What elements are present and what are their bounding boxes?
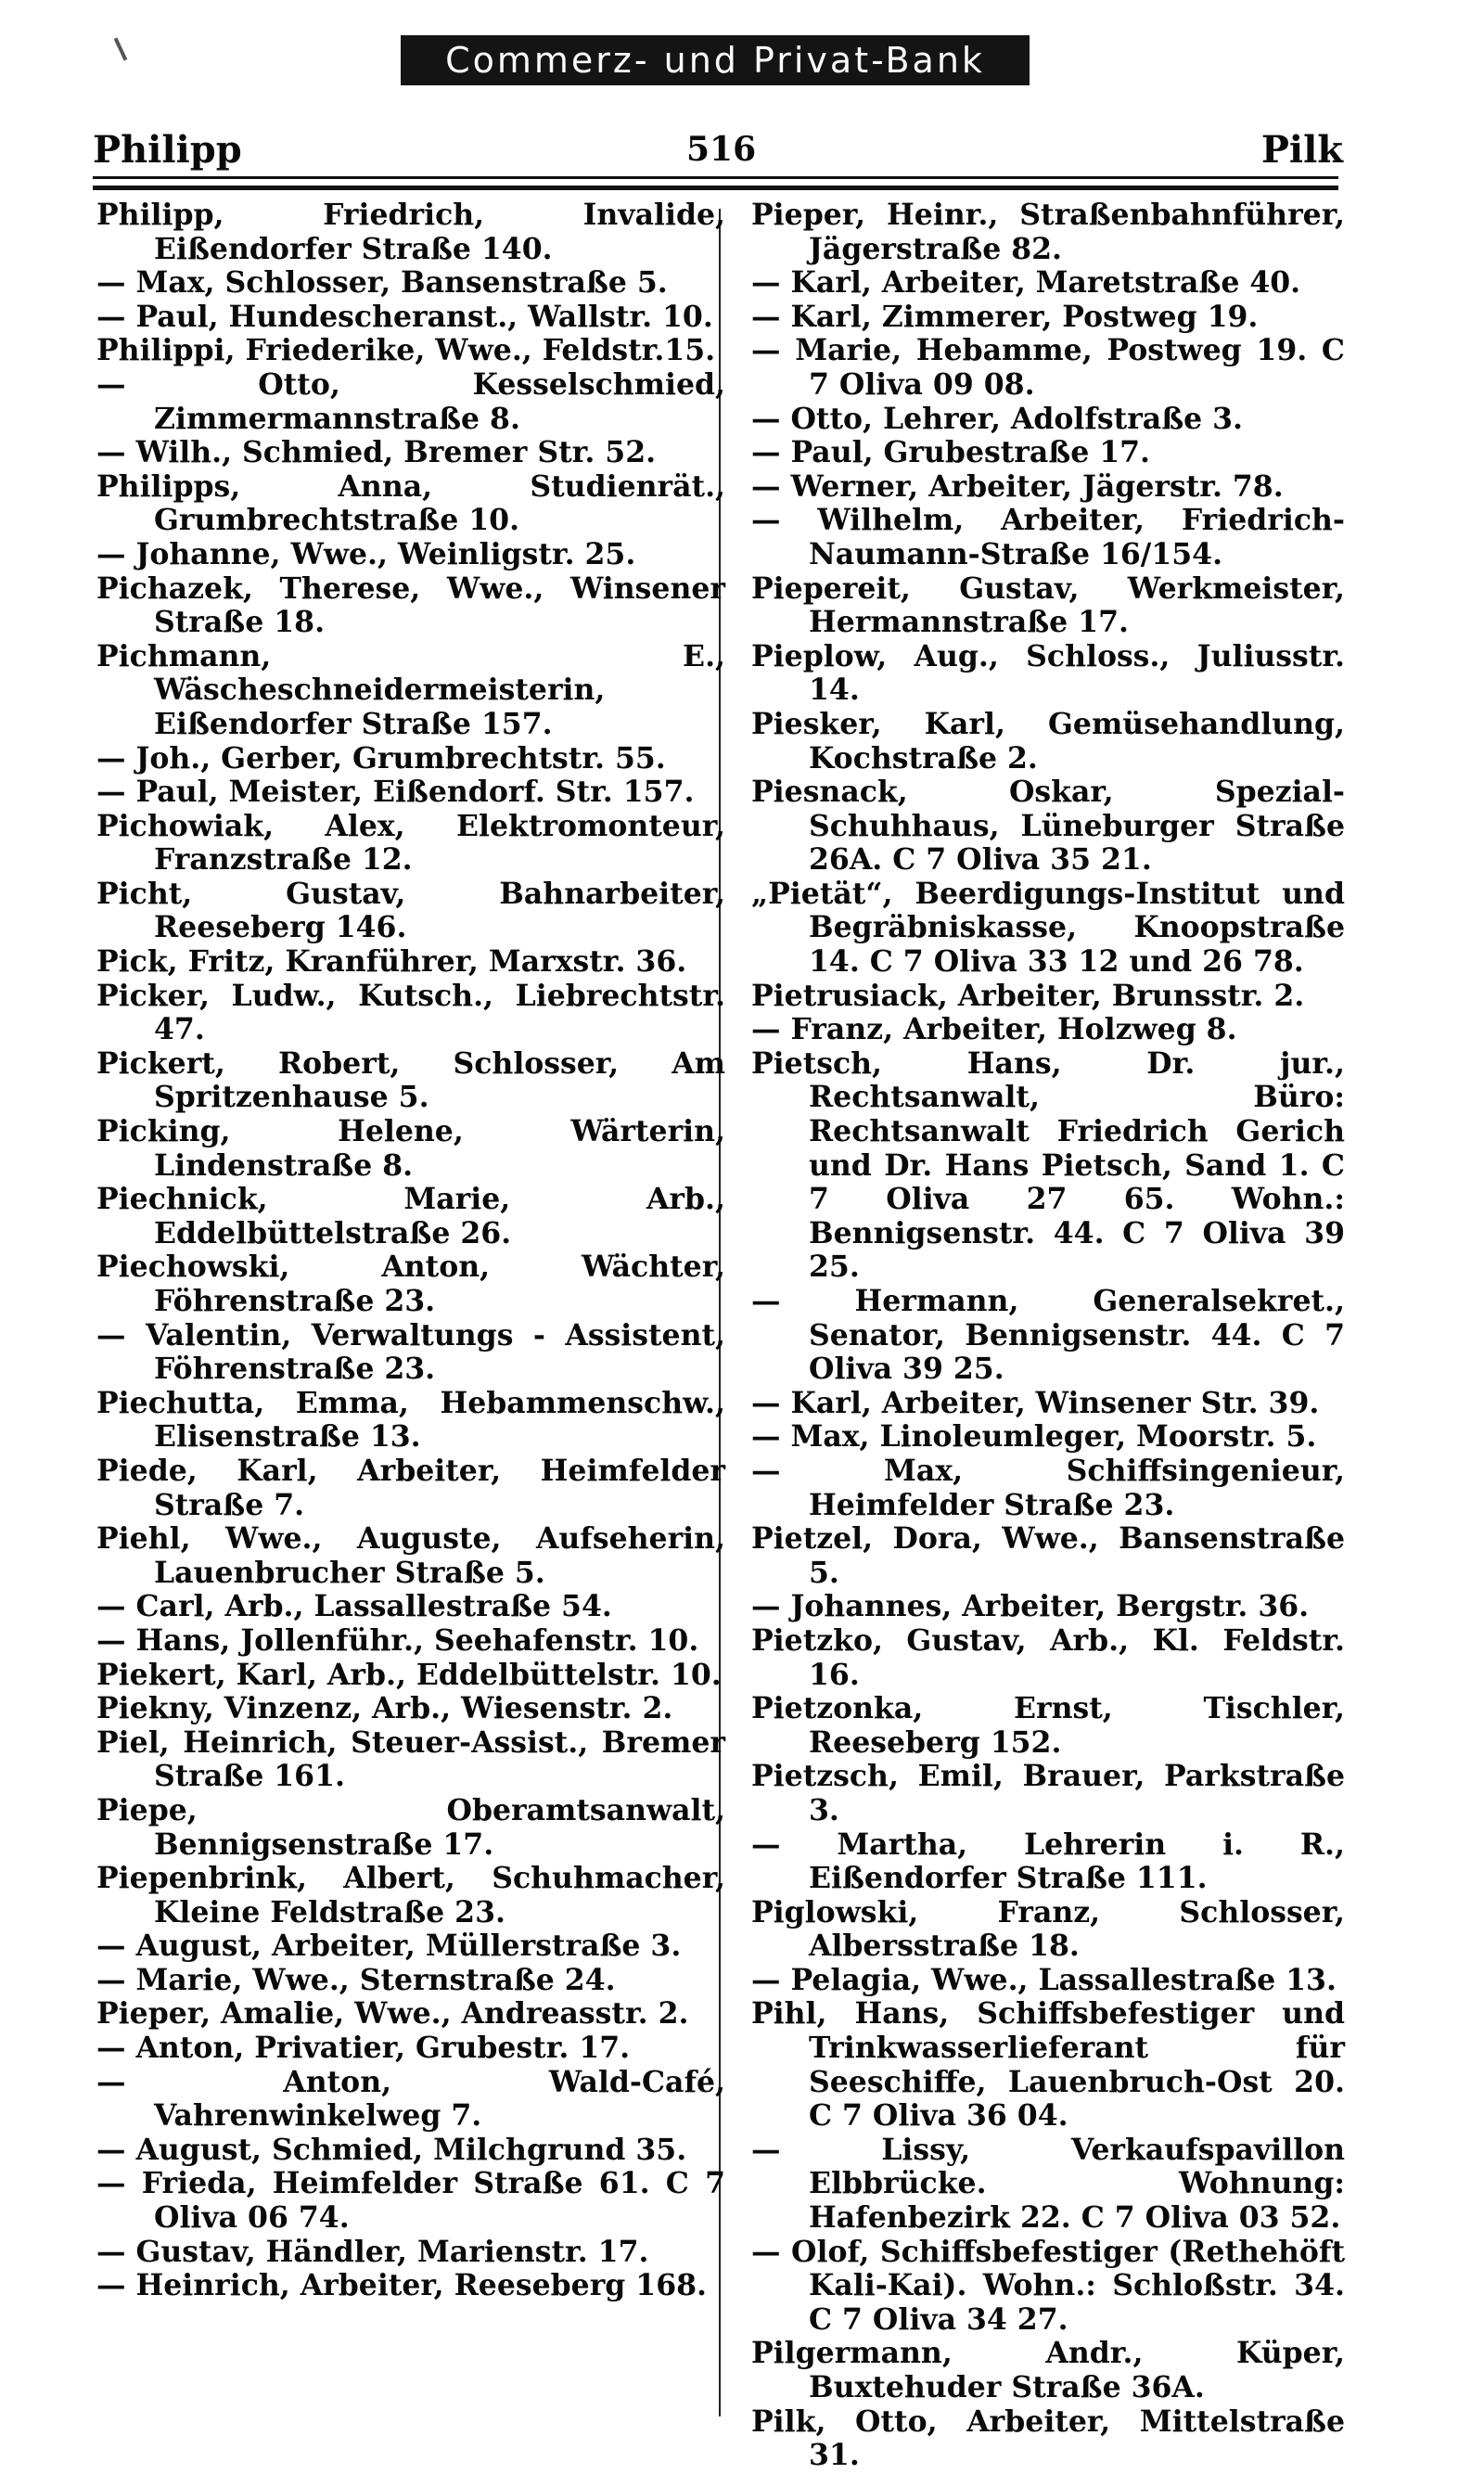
directory-entry: — Wilhelm, Arbeiter, Friedrich-Naumann-Straße 16/154. bbox=[751, 503, 1345, 571]
directory-entry: Piepenbrink, Albert, Schuhmacher, Kleine Feldstraße 23. bbox=[96, 1861, 725, 1929]
directory-entry: Piede, Karl, Arbeiter, Heimfelder Straße 7. bbox=[96, 1453, 725, 1522]
directory-entry: — Karl, Zimmerer, Postweg 19. bbox=[751, 299, 1259, 334]
directory-entry: — Joh., Gerber, Grumbrechtstr. 55. bbox=[96, 740, 666, 776]
scan-mark bbox=[114, 37, 128, 60]
bank-banner: Commerz- und Privat-Bank bbox=[401, 35, 1030, 85]
header-left-keyword: Philipp bbox=[93, 128, 242, 172]
directory-entry: Piechowski, Anton, Wächter, Föhrenstraße 23. bbox=[96, 1250, 725, 1318]
directory-entry: Pietzel, Dora, Wwe., Bansenstraße 5. bbox=[751, 1521, 1345, 1590]
directory-entry: — Heinrich, Arbeiter, Reeseberg 168. bbox=[96, 2268, 708, 2303]
directory-entry: Picht, Gustav, Bahnarbeiter, Reeseberg 146. bbox=[96, 876, 725, 945]
header-rule-thick bbox=[93, 186, 1338, 190]
directory-entry: — Johannes, Arbeiter, Bergstr. 36. bbox=[751, 1589, 1310, 1624]
directory-entry: — Max, Linoleumleger, Moorstr. 5. bbox=[751, 1419, 1317, 1455]
directory-entry: Pichazek, Therese, Wwe., Winsener Straße 18. bbox=[96, 570, 725, 640]
directory-entry: — Otto, Lehrer, Adolfstraße 3. bbox=[751, 401, 1244, 436]
directory-entry: — Wilh., Schmied, Bremer Str. 52. bbox=[96, 435, 657, 470]
directory-entry: — Karl, Arbeiter, Maretstraße 40. bbox=[751, 265, 1301, 301]
directory-entry: — Hans, Jollenführ., Seehafenstr. 10. bbox=[96, 1622, 699, 1658]
directory-entry: — Otto, Kesselschmied, Zimmermannstraße 8. bbox=[96, 366, 725, 436]
directory-entry: Pilk, Otto, Arbeiter, Mittelstraße 31. bbox=[751, 2403, 1345, 2473]
directory-entry: Piechutta, Emma, Hebammenschw., Elisenstraße 13. bbox=[96, 1385, 725, 1455]
directory-entry: Pickert, Robert, Schlosser, Am Spritzenhause 5. bbox=[96, 1045, 725, 1115]
directory-entry: Piekny, Vinzenz, Arb., Wiesenstr. 2. bbox=[96, 1691, 673, 1726]
directory-entry: Piechnick, Marie, Arb., Eddelbüttelstraße 26. bbox=[96, 1182, 725, 1250]
directory-entry: Pieper, Amalie, Wwe., Andreasstr. 2. bbox=[96, 1996, 689, 2032]
directory-entry: Philipp, Friedrich, Invalide, Eißendorfer Straße 140. bbox=[96, 198, 725, 266]
directory-entry: — Paul, Grubestraße 17. bbox=[751, 435, 1151, 470]
page-number: 516 bbox=[686, 130, 757, 169]
directory-entry: — Carl, Arb., Lassallestraße 54. bbox=[96, 1589, 612, 1624]
directory-entry: — Olof, Schiffsbefestiger (Rethehöft Kali-Kai). Wohn.: Schloßstr. 34. C 7 Oliva 34 27. bbox=[751, 2234, 1345, 2337]
directory-entry: Piel, Heinrich, Steuer-Assist., Bremer Straße 161. bbox=[96, 1724, 725, 1794]
directory-entry: Piglowski, Franz, Schlosser, Albersstraße 18. bbox=[751, 1894, 1345, 1964]
directory-entry: — August, Arbeiter, Müllerstraße 3. bbox=[96, 1929, 682, 1964]
right-column bbox=[751, 199, 1345, 2473]
directory-entry: Piepereit, Gustav, Werkmeister, Hermannstraße 17. bbox=[751, 570, 1345, 640]
directory-entry: — Werner, Arbeiter, Jägerstr. 78. bbox=[751, 468, 1284, 504]
directory-entry: Pietzko, Gustav, Arb., Kl. Feldstr. 16. bbox=[751, 1622, 1345, 1692]
directory-entry: Piesnack, Oskar, Spezial-Schuhhaus, Lüneburger Straße 26A. C 7 Oliva 35 21. bbox=[751, 775, 1345, 878]
header-right-keyword: Pilk bbox=[1260, 128, 1343, 172]
directory-entry: Pichowiak, Alex, Elektromonteur, Franzstraße 12. bbox=[96, 808, 725, 878]
directory-entry: Piehl, Wwe., Auguste, Aufseherin, Lauenbrucher Straße 5. bbox=[96, 1521, 725, 1590]
directory-entry: Piesker, Karl, Gemüsehandlung, Kochstraße 2. bbox=[751, 706, 1345, 776]
left-column bbox=[96, 199, 725, 2303]
directory-entry: — Pelagia, Wwe., Lassallestraße 13. bbox=[751, 1962, 1337, 1997]
directory-entry: Pietzonka, Ernst, Tischler, Reeseberg 152. bbox=[751, 1691, 1345, 1760]
directory-entry: Pieper, Heinr., Straßenbahnführer, Jägerstraße 82. bbox=[751, 198, 1345, 266]
directory-entry: Pichmann, E., Wäscheschneidermeisterin, Eißendorfer Straße 157. bbox=[96, 638, 725, 741]
directory-entry: Picking, Helene, Wärterin, Lindenstraße 8. bbox=[96, 1114, 725, 1183]
directory-entry: — Paul, Hundescheranst., Wallstr. 10. bbox=[96, 299, 713, 334]
directory-entry: Philipps, Anna, Studienrät., Grumbrechtstraße 10. bbox=[96, 468, 725, 538]
directory-entry: — Karl, Arbeiter, Winsener Str. 39. bbox=[751, 1385, 1320, 1420]
directory-entry: — Franz, Arbeiter, Holzweg 8. bbox=[751, 1012, 1237, 1047]
directory-entry: Piekert, Karl, Arb., Eddelbüttelstr. 10. bbox=[96, 1657, 722, 1692]
directory-entry: — Marie, Wwe., Sternstraße 24. bbox=[96, 1962, 616, 1997]
directory-entry: Pick, Fritz, Kranführer, Marxstr. 36. bbox=[96, 944, 687, 980]
directory-entry: — Max, Schiffsingenieur, Heimfelder Straße 23. bbox=[751, 1453, 1345, 1522]
directory-entry: — Max, Schlosser, Bansenstraße 5. bbox=[96, 265, 668, 301]
directory-entry: Pilgermann, Andr., Küper, Buxtehuder Straße 36A. bbox=[751, 2336, 1345, 2404]
directory-entry: — Martha, Lehrerin i. R., Eißendorfer Straße 111. bbox=[751, 1827, 1345, 1896]
directory-entry: — Lissy, Verkaufspavillon Elbbrücke. Wohnung: Hafenbezirk 22. C 7 Oliva 03 52. bbox=[751, 2132, 1345, 2236]
directory-entry: — Gustav, Händler, Marienstr. 17. bbox=[96, 2234, 649, 2269]
directory-entry: — Marie, Hebamme, Postweg 19. C 7 Oliva 09 08. bbox=[751, 333, 1345, 402]
directory-entry: — Anton, Privatier, Grubestr. 17. bbox=[96, 2031, 631, 2066]
directory-entry: Philippi, Friederike, Wwe., Feldstr.15. bbox=[96, 333, 716, 368]
header-rule-thin bbox=[93, 176, 1338, 179]
directory-entry: — August, Schmied, Milchgrund 35. bbox=[96, 2132, 687, 2167]
directory-entry: — Paul, Meister, Eißendorf. Str. 157. bbox=[96, 775, 695, 810]
directory-entry: — Johanne, Wwe., Weinligstr. 25. bbox=[96, 536, 636, 571]
directory-entry: Pietsch, Hans, Dr. jur., Rechtsanwalt, Büro: Rechtsanwalt Friedrich Gerich und Dr. Hans Pietsch, Sand 1. C 7 Oliva 27 65. Wohn.: Bennigsenstr. 44. C 7 Oliva 39 25. bbox=[751, 1045, 1345, 1285]
directory-entry: Pietzsch, Emil, Brauer, Parkstraße 3. bbox=[751, 1759, 1345, 1827]
directory-entry: — Anton, Wald-Café, Vahrenwinkelweg 7. bbox=[96, 2064, 725, 2134]
directory-entry: Pihl, Hans, Schiffsbefestiger und Trinkwasserlieferant für Seeschiffe, Lauenbruch-Ost 20. C 7 Oliva 36 04. bbox=[751, 1996, 1345, 2134]
directory-entry: — Frieda, Heimfelder Straße 61. C 7 Oliva 06 74. bbox=[96, 2166, 725, 2236]
directory-entry: Pieplow, Aug., Schloss., Juliusstr. 14. bbox=[751, 638, 1345, 708]
directory-entry: Picker, Ludw., Kutsch., Liebrechtstr. 47. bbox=[96, 978, 725, 1047]
directory-entry: — Hermann, Generalsekret., Senator, Bennigsenstr. 44. C 7 Oliva 39 25. bbox=[751, 1284, 1345, 1387]
directory-entry: Piepe, Oberamtsanwalt, Bennigsenstraße 17. bbox=[96, 1792, 725, 1862]
directory-entry: Pietrusiack, Arbeiter, Brunsstr. 2. bbox=[751, 978, 1305, 1013]
directory-entry: — Valentin, Verwaltungs - Assistent, Föhrenstraße 23. bbox=[96, 1317, 725, 1387]
directory-entry: „Pietät“, Beerdigungs-Institut und Begräbniskasse, Knoopstraße 14. C 7 Oliva 33 12 und 26 78. bbox=[751, 876, 1345, 980]
